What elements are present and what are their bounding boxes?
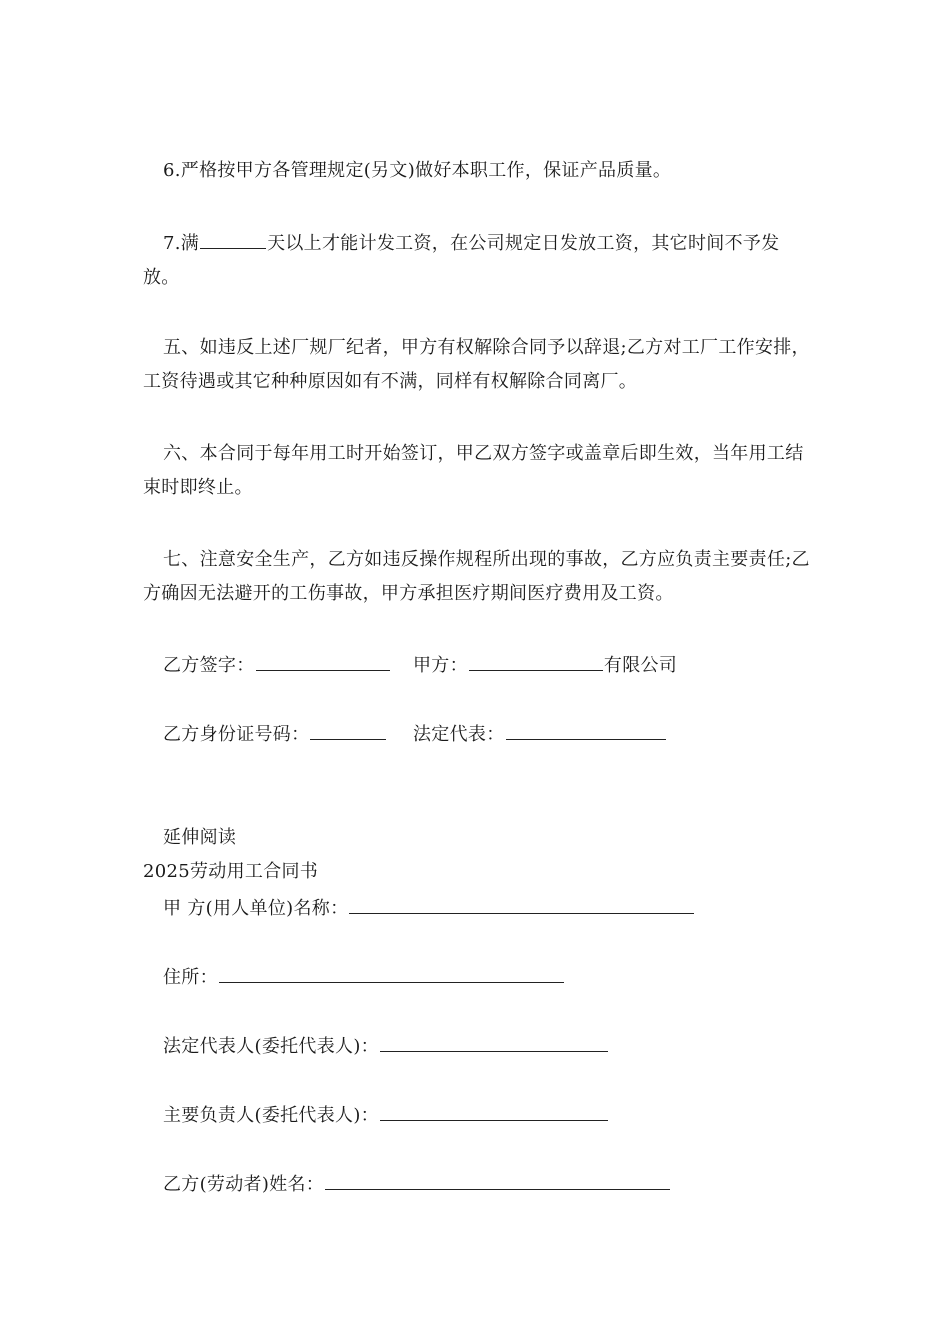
clause-6: 6.严格按甲方各管理规定(另文)做好本职工作，保证产品质量。: [163, 160, 672, 181]
worker-name-row: [163, 1173, 671, 1197]
clause-7-prefix: 7.满: [163, 233, 200, 254]
party-b-id-label: 乙方身份证号码：: [163, 724, 310, 745]
signature-row-1: [163, 654, 391, 678]
employer-name-blank: [349, 897, 694, 914]
employer-name-row: [163, 897, 695, 921]
signature-row-2: [163, 723, 387, 747]
party-b-id-blank: [310, 723, 386, 740]
clause-7-body: 天以上才能计发工资，在公司规定日发放工资，其它时间不予发放。: [143, 233, 780, 288]
days-blank: [200, 232, 266, 249]
company-suffix: 有限公司: [603, 655, 678, 676]
legal-rep-label: 法定代表：: [413, 724, 505, 745]
worker-name-label: 乙方(劳动者)姓名：: [163, 1174, 325, 1195]
clause-five: 五、如违反上述厂规厂纪者，甲方有权解除合同予以辞退;乙方对工厂工作安排，工资待遇或其它种种原因如有不满，同样有权解除合同离厂。: [143, 337, 810, 392]
legal-rep-proxy-label: 法定代表人(委托代表人)：: [163, 1036, 379, 1057]
extended-title: 2025劳动用工合同书: [143, 861, 319, 882]
main-person-row: [163, 1104, 609, 1128]
legal-rep-proxy-blank: [380, 1035, 608, 1052]
clause-six: 六、本合同于每年用工时开始签订，甲乙双方签字或盖章后即生效，当年用工结束时即终止。: [143, 443, 804, 498]
legal-rep-blank: [506, 723, 666, 740]
legal-rep-row: [413, 723, 667, 747]
clause-seven: 七、注意安全生产，乙方如违反操作规程所出现的事故，乙方应负责主要责任;乙方确因无法避开的工伤事故，甲方承担医疗期间医疗费用及工资。: [143, 549, 810, 604]
party-b-sign-label: 乙方签字：: [163, 655, 255, 676]
legal-rep-proxy-row: [163, 1035, 609, 1059]
address-row: [163, 966, 565, 990]
party-b-sign-blank: [256, 654, 390, 671]
employer-name-label: 甲 方(用人单位)名称：: [163, 898, 349, 919]
party-a-row: [413, 654, 677, 678]
address-label: 住所：: [163, 967, 218, 988]
party-a-label: 甲方：: [413, 655, 468, 676]
main-person-label: 主要负责人(委托代表人)：: [163, 1105, 379, 1126]
clause-7: [143, 227, 810, 295]
party-a-blank: [469, 654, 603, 671]
main-person-blank: [380, 1104, 608, 1121]
worker-name-blank: [325, 1173, 670, 1190]
extended-heading: 延伸阅读: [163, 827, 237, 848]
address-blank: [219, 966, 564, 983]
